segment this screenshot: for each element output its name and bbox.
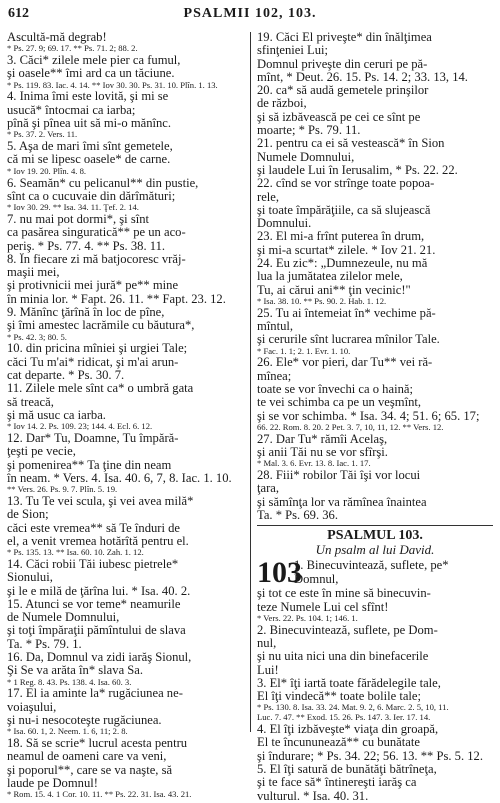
verse-line: Tu, ai cărui ani** ţin vecinic!" — [257, 283, 411, 297]
verse-line: 1. Binecuvintează, suflete, pe* — [294, 559, 449, 573]
verse-line: şi anii Tăi nu se vor sfîrşi. — [257, 446, 388, 459]
cross-reference: * Iov 19. 20. Plîn. 4. 8. — [7, 166, 87, 176]
verse-line: El îţi vindecă** toate bolile tale; — [257, 690, 422, 704]
verse-line: vulturul. * Isa. 40. 31. — [257, 789, 369, 803]
verse-line: de Numele Domnului, — [7, 611, 120, 625]
verse-line: 6. Seamăn* cu pelicanul** din pustie, — [7, 176, 199, 190]
verse-line: rele, — [257, 190, 280, 204]
verse-line: 5. El îţi satură de bunătăţi bătrîneţa, — [257, 762, 437, 776]
verse-line: şi protivnicii mei jură* pe** mine — [7, 279, 179, 293]
verse-line: şi îmi amestec lacrămile cu băutura*, — [7, 319, 195, 333]
verse-line: 13. Tu Te vei scula, şi vei avea milă* — [7, 494, 194, 508]
section-rule — [257, 525, 493, 526]
verse-line: 19. Căci El priveşte* din înălţimea — [257, 31, 432, 44]
verse-line: şi le e milă de ţărîna lui. * Isa. 40. 2. — [7, 584, 191, 598]
verse-line: Ta. * Ps. 69. 36. — [257, 508, 338, 522]
verse-line: Ta. * Ps. 79. 1. — [7, 637, 82, 651]
cross-reference: * Ps. 27. 9; 69. 17. ** Ps. 71. 2; 88. 2. — [7, 44, 138, 54]
verse-line: 16. Da, Domnul va zidi iarăş Sionul, — [7, 651, 192, 665]
verse-line: şi sămînţa lor va rămînea înaintea — [257, 495, 427, 509]
verse-line: şi pomenirea** Ta ţine din neam — [7, 458, 172, 472]
verse-line: 24. Eu zic*: „Dumnezeule, nu mă — [257, 257, 428, 271]
cross-reference: * Fac. 1. 1; 2. 1. Evr. 1. 10. — [257, 346, 351, 356]
verse-line: 20. ca* să audă gemetele prinşilor — [257, 84, 429, 98]
verse-line: sfinţeniei Lui; — [257, 44, 328, 58]
verse-line: El te încununează** cu bunătate — [257, 736, 420, 750]
right-column — [257, 31, 493, 803]
verse-line: voiaşului, — [7, 700, 57, 714]
verse-line: şi oasele** îmi ard ca un tăciune. — [7, 67, 175, 81]
psalm-102-continuation — [257, 31, 493, 522]
cross-reference: * Rom. 15. 4. 1 Cor. 10. 11. ** Ps. 22. 31. Isa. 43. 21. — [7, 790, 192, 800]
cross-reference: * Ps. 135. 13. ** Isa. 60. 10. Zah. 1. 12. — [7, 548, 144, 558]
verse-line: Numele Domnului, — [257, 150, 355, 164]
verse-line: lua la jumătatea zilelor mele, — [257, 270, 403, 284]
cross-reference: * Isa. 38. 10. ** Ps. 90. 2. Hab. 1. 12. — [257, 296, 387, 306]
verse-line: şi să izbăvească pe cei ce sînt pe — [257, 110, 421, 124]
psalm-heading: PSALMUL 103. — [327, 528, 423, 544]
verse-line: moarte; * Ps. 79. 11. — [257, 124, 361, 138]
verse-line: şi cerurile sînt lucrarea mînilor Tale. — [257, 333, 440, 347]
verse-line: în neam. * Vers. 4. Isa. 40. 6, 7, 8. Iac. 1. 10. — [7, 471, 232, 485]
running-title: PSALMII 102, 103. — [183, 6, 317, 21]
verse-line: căci Tu m'ai* ridicat, şi m'ai arun- — [7, 355, 179, 369]
verse-line: ca pasărea singuratică** pe un aco- — [7, 226, 186, 240]
verse-line: 4. Inima îmi este lovită, şi mi se — [7, 90, 169, 104]
verse-line: 4. El îţi izbăveşte* viaţa din groapă, — [257, 723, 439, 737]
verse-line: Ascultă-mă degrab! — [7, 31, 107, 44]
opening-verse — [294, 559, 493, 586]
verse-line: şi îndurare; * Ps. 34. 22; 56. 13. ** Ps. 5. 12. — [257, 749, 483, 763]
verse-line: să treacă, — [7, 395, 54, 409]
verse-line: şi te face să* întinereşti iarăş ca — [257, 776, 417, 790]
verse-line: 3. Căci* zilele mele pier ca fumul, — [7, 54, 181, 68]
verse-line: 14. Căci robii Tăi iubesc pietrele* — [7, 557, 179, 571]
left-column — [7, 31, 243, 800]
verse-line: căci este vremea** să Te înduri de — [7, 521, 181, 535]
verse-line: şi se vor schimba. * Isa. 34. 4; 51. 6; 65. 17; — [257, 409, 480, 423]
verse-line: 27. Dar Tu* rămîi Acelaş, — [257, 432, 388, 446]
verse-line: Sionului, — [7, 571, 53, 585]
verse-line: 15. Atunci se vor teme* neamurile — [7, 597, 181, 611]
verse-line: şi mi-a scurtat* zilele. * Iov 21. 21. — [257, 243, 436, 257]
verse-line: te vei schimba ca pe un veşmînt, — [257, 396, 422, 410]
verse-line: 3. El* îţi iartă toate fărădelegile tale, — [257, 676, 441, 690]
verse-line: de Sion; — [7, 508, 49, 522]
cross-reference: * Ps. 37. 2. Vers. 11. — [7, 130, 78, 140]
verse-line: 22. cînd se vor strînge toate popoa- — [257, 177, 435, 191]
cross-reference: ** Vers. 26. Ps. 9. 7. Plîn. 5. 19. — [7, 485, 118, 495]
cross-reference: * Iov 14. 2. Ps. 109. 23; 144. 4. Ecl. 6. 12. — [7, 422, 153, 432]
cross-reference: Luc. 7. 47. ** Exod. 15. 26. Ps. 147. 3. Ier. 17. 14. — [257, 713, 431, 723]
verse-line: 18. Să se scrie* lucrul acesta pentru — [7, 737, 188, 751]
cross-reference: * Ps. 119. 83. Iac. 4. 14. ** Iov 30. 30. Ps. 31. 10. Plîn. 1. 13. — [7, 80, 218, 90]
verse-line: şi tot ce este în mine să binecuvin- — [257, 587, 431, 601]
verse-line: 2. Binecuvintează, suflete, pe Dom- — [257, 623, 438, 637]
verse-line: ţara, — [257, 482, 280, 496]
psalm-103-text — [257, 587, 493, 803]
cross-reference: 66. 22. Rom. 8. 20. 2 Pet. 3. 7, 10, 11, 12. ** Vers. 12. — [257, 422, 444, 432]
verse-line: 8. În fiecare zi mă batjocoresc vrăj- — [7, 252, 186, 266]
verse-line: Şi Se va arăta în* slava Sa. — [7, 664, 144, 678]
verse-line: 12. Dar* Tu, Doamne, Tu împără- — [7, 432, 179, 445]
cross-reference: * Isa. 60. 1, 2. Neem. 1. 6, 11; 2. 8. — [7, 727, 128, 737]
verse-line: 11. Zilele mele sînt ca* o umbră gata — [7, 382, 194, 396]
cross-reference: * Ps. 130. 8. Isa. 33. 24. Mat. 9. 2, 6. Marc. 2. 5, 10, 11. — [257, 703, 449, 713]
page-number: 612 — [8, 6, 29, 21]
verse-line: toate se vor învechi ca o haină; — [257, 383, 413, 397]
verse-line: pînă şi pînea uit să mi-o mănînc. — [7, 117, 172, 131]
verse-line: şi poporul**, care se va naşte, să — [7, 763, 173, 777]
verse-line: Domnului. — [257, 217, 312, 231]
verse-line: laude pe Domnul! — [7, 777, 98, 791]
verse-line: de război, — [257, 97, 307, 111]
verse-line: nul, — [257, 636, 277, 650]
column-divider — [250, 32, 251, 732]
verse-line: şi laudele Lui în Ierusalim, * Ps. 22. 22. — [257, 163, 458, 177]
verse-line: mîntul, — [257, 320, 294, 334]
verse-line: 26. Ele* vor pieri, dar Tu** vei ră- — [257, 356, 433, 370]
verse-line: sînt ca o cucuvaie din dărîmături; — [7, 189, 176, 203]
verse-line: 5. Aşa de mari îmi sînt gemetele, — [7, 140, 173, 154]
cross-reference: * Ps. 42. 3; 80. 5. — [7, 332, 67, 342]
verse-line: şi toate împărăţiile, ca să slujească — [257, 203, 431, 217]
verse-line: 25. Tu ai întemeiat în* vechime pă- — [257, 306, 436, 320]
verse-line: mînt, * Deut. 26. 15. Ps. 14. 2; 33. 13, 14. — [257, 70, 468, 84]
verse-line: cat departe. * Ps. 30. 7. — [7, 369, 125, 383]
verse-line: maşii mei, — [7, 266, 60, 280]
chapter-number: 103 — [257, 556, 302, 590]
verse-line: el, a venit vremea hotărîtă pentru el. — [7, 534, 189, 548]
verse-line: 9. Mănînc ţărînă în loc de pîne, — [7, 306, 165, 320]
verse-line: şi nu uita nici una din binefacerile — [257, 650, 429, 664]
verse-line: 10. din pricina mîniei şi urgiei Tale; — [7, 342, 188, 356]
verse-line: şi nu-i nesocoteşte rugăciunea. — [7, 714, 162, 728]
cross-reference: * Vers. 22. Ps. 104. 1; 146. 1. — [257, 613, 358, 623]
verse-line: că mi se lipesc oasele* de carne. — [7, 153, 171, 167]
cross-reference: * 1 Reg. 8. 43. Ps. 138. 4. Isa. 60. 3. — [7, 677, 132, 687]
verse-line: 21. pentru ca ei să vestească* în Sion — [257, 137, 445, 151]
verse-line: periş. * Ps. 77. 4. ** Ps. 38. 11. — [7, 239, 166, 253]
psalm-subtitle: Un psalm al lui David. — [315, 542, 435, 558]
verse-line: Domnul priveşte din ceruri pe pă- — [257, 57, 428, 71]
verse-line: neamul de oameni care va veni, — [7, 750, 167, 764]
verse-line: ţeşti pe vecie, — [7, 445, 76, 459]
verse-line: mînea; — [257, 369, 292, 383]
verse-line: şi toţi împăraţii pămîntului de slava — [7, 624, 186, 638]
cross-reference: * Mal. 3. 6. Evr. 13. 8. Iac. 1. 17. — [257, 459, 371, 469]
verse-line: teze Numele Lui cel sfînt! — [257, 600, 389, 614]
cross-reference: * Iov 30. 29. ** Isa. 34. 11. Ţef. 2. 14. — [7, 203, 139, 213]
verse-line: în minia lor. * Fapt. 26. 11. ** Fapt. 23. 12. — [7, 292, 226, 306]
verse-line: 28. Fiii* robilor Tăi îşi vor locui — [257, 469, 421, 483]
psalm-opening — [257, 556, 493, 590]
page-header — [0, 6, 500, 26]
verse-line: 23. El mi-a frînt puterea în drum, — [257, 230, 425, 244]
verse-line: şi mă usuc ca iarba. — [7, 408, 106, 422]
verse-line: Lui! — [257, 663, 279, 677]
verse-line: 7. nu mai pot dormi*, şi sînt — [7, 212, 150, 226]
verse-line: usucă* întocmai ca iarba; — [7, 103, 136, 117]
verse-line: 17. El ia aminte la* rugăciunea ne- — [7, 687, 183, 701]
verse-line: Domnul, — [294, 572, 339, 586]
